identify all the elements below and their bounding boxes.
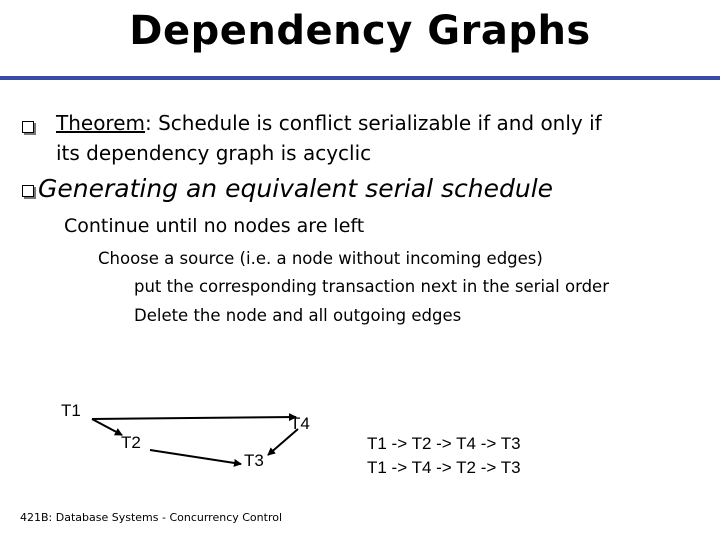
node-t3: T3 xyxy=(244,451,264,470)
edge-t1-t2 xyxy=(92,419,122,435)
serial-order-1: T1 -> T2 -> T4 -> T3 xyxy=(367,434,521,453)
step-choose-source: Choose a source (i.e. a node without incoming edges) xyxy=(98,249,543,268)
step-put-next: put the corresponding transaction next in the serial order xyxy=(134,277,609,296)
title-divider xyxy=(0,76,720,80)
theorem-term: Theorem xyxy=(56,111,146,135)
node-t4: T4 xyxy=(290,414,310,433)
node-t2: T2 xyxy=(121,433,141,452)
serial-order-2: T1 -> T4 -> T2 -> T3 xyxy=(367,458,521,477)
step-delete-node: Delete the node and all outgoing edges xyxy=(134,306,462,325)
dependency-graph xyxy=(0,395,330,485)
bullet-box-icon xyxy=(22,185,34,197)
bullet-theorem xyxy=(56,108,602,138)
theorem-statement-line2: its dependency graph is acyclic xyxy=(56,141,372,165)
bullet-box-icon xyxy=(22,121,34,133)
sub-bullet: Continue until no nodes are left xyxy=(64,215,365,237)
footer-text: 421B: Database Systems - Concurrency Control xyxy=(20,511,283,524)
node-t1: T1 xyxy=(61,401,81,420)
edge-t1-t4 xyxy=(92,417,296,419)
bullet-generating: Generating an equivalent serial schedule xyxy=(38,174,554,203)
edge-t2-t3 xyxy=(150,450,241,464)
slide-title: Dependency Graphs xyxy=(129,8,591,54)
theorem-statement: : Schedule is conflict serializable if and only if xyxy=(145,111,602,135)
